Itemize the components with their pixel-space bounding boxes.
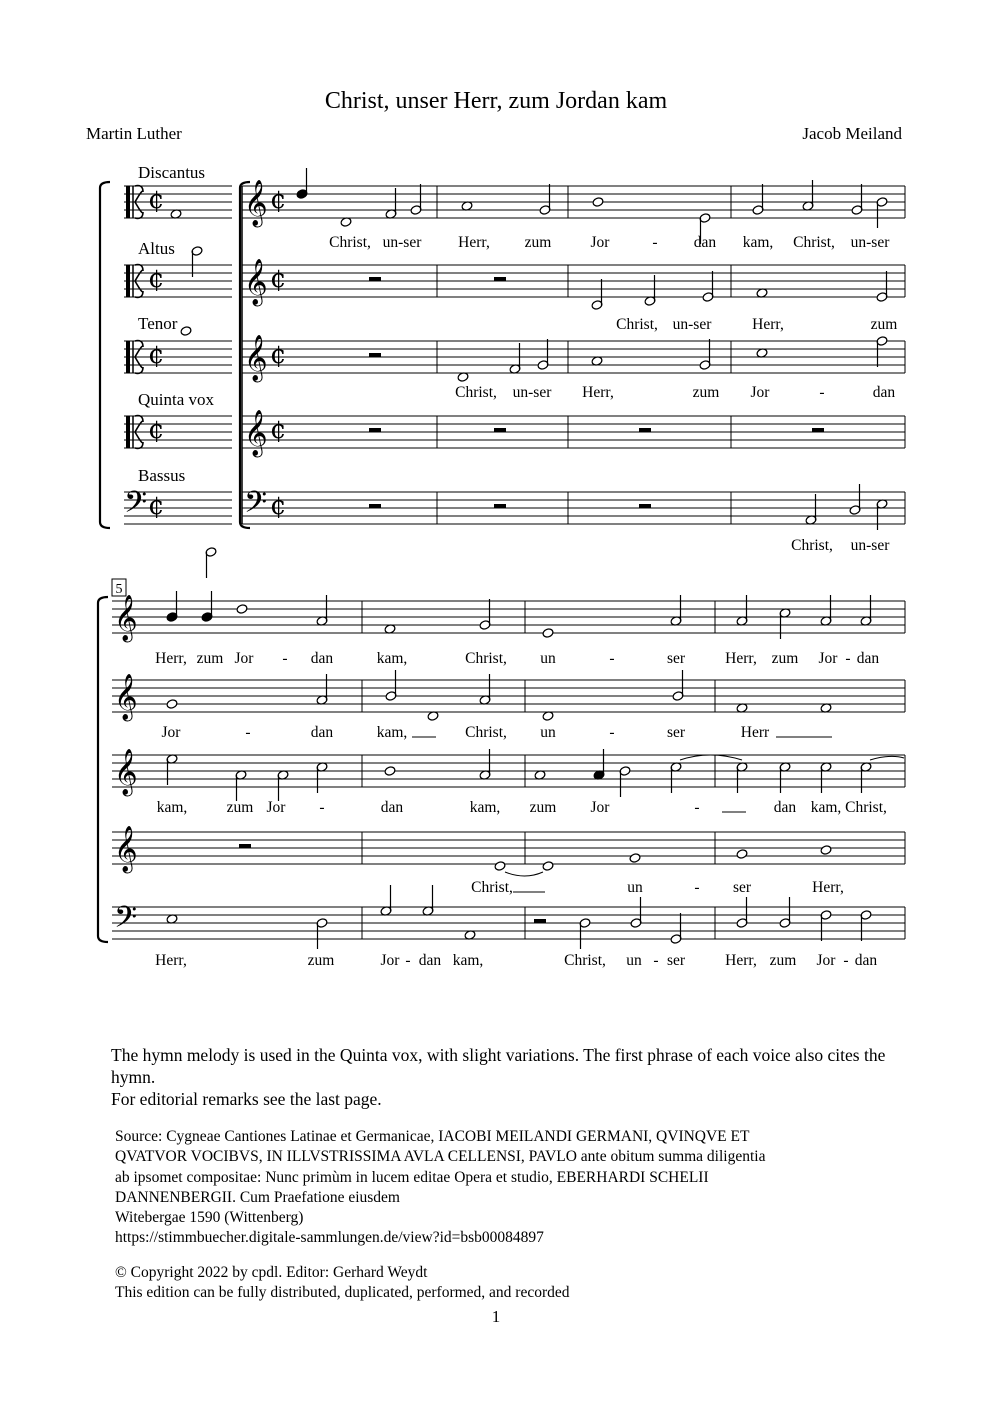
piece-title: Christ, unser Herr, zum Jordan kam	[324, 88, 668, 114]
lyric-syllable: zum	[692, 384, 720, 401]
treble-clef: 𝄞	[244, 410, 268, 456]
lyric-syllable: dan	[418, 952, 442, 969]
page-number: 1	[491, 1307, 501, 1326]
lyric-syllable: un	[540, 650, 556, 667]
measure-number: 5	[115, 582, 123, 597]
note-head	[542, 861, 554, 872]
note-head	[542, 628, 554, 639]
lyric-syllable: dan	[310, 650, 334, 667]
lyric-syllable: zum	[769, 952, 797, 969]
lyric-syllable: Jor	[234, 650, 254, 667]
rest	[369, 353, 381, 357]
lyric-syllable: kam,	[469, 799, 501, 816]
lyric-syllable: Jor	[380, 952, 400, 969]
lyric-syllable: ser	[732, 879, 752, 896]
note-head	[180, 326, 192, 337]
source-line: DANNENBERGII. Cum Praefatione eiusdem	[115, 1188, 400, 1206]
time-signature: ¢	[270, 340, 287, 370]
time-signature: ¢	[148, 185, 165, 215]
bass-clef: 𝄢	[114, 901, 138, 942]
note-head	[820, 845, 832, 856]
lyric-syllable: Jor	[816, 952, 836, 969]
note-head	[166, 699, 178, 710]
time-signature: ¢	[148, 340, 165, 370]
time-signature: ¢	[148, 491, 165, 521]
lyric-syllable: -	[609, 650, 615, 667]
lyric-syllable: -	[319, 799, 325, 816]
lyric-syllable: kam,	[810, 799, 842, 816]
voice-name: Quinta vox	[138, 390, 215, 409]
copyright-line: This edition can be fully distributed, duplicated, performed, and recorded	[115, 1284, 570, 1302]
lyric-syllable: Herr,	[725, 650, 757, 667]
lyric-syllable: -	[694, 799, 700, 816]
rest	[239, 844, 251, 848]
lyric-syllable: -	[652, 234, 658, 251]
lyric-syllable: zum	[771, 650, 799, 667]
lyric-syllable: Christ,	[564, 952, 606, 969]
lyric-syllable: Jor	[161, 724, 181, 741]
lyric-syllable: kam,	[742, 234, 774, 251]
lyric-syllable: Herr,	[812, 879, 844, 896]
lyric-syllable: un	[540, 724, 556, 741]
lyric-syllable: Christ,	[791, 537, 833, 554]
lyric-syllable: Jor	[590, 234, 610, 251]
composer-name: Jacob Meiland	[802, 124, 902, 143]
rest	[534, 919, 546, 923]
poet-name: Martin Luther	[86, 124, 182, 143]
voice-name: Bassus	[138, 466, 186, 485]
lyric-syllable: Jor	[750, 384, 770, 401]
lyric-syllable: -	[843, 952, 849, 969]
note-head	[736, 849, 748, 860]
lyric-syllable: un-ser	[672, 316, 712, 333]
lyric-syllable: dan	[693, 234, 717, 251]
note-head	[629, 853, 641, 864]
voice-name: Discantus	[138, 163, 206, 182]
lyric-syllable: Christ,	[793, 234, 835, 251]
lyric-syllable: Christ,	[845, 799, 887, 816]
voice-name: Tenor	[138, 314, 178, 333]
rest	[369, 428, 381, 432]
treble-clef: 𝄞	[244, 180, 268, 226]
bass-clef: 𝄢	[244, 486, 268, 527]
treble-clef: 𝄞	[114, 749, 138, 795]
lyric-syllable: Jor	[818, 650, 838, 667]
time-signature: ¢	[270, 415, 287, 445]
lyric-syllable: -	[282, 650, 288, 667]
system-bracket	[98, 597, 108, 942]
lyric-syllable: kam,	[156, 799, 188, 816]
lyric-syllable: -	[405, 952, 411, 969]
source-line: Source: Cygneae Cantiones Latinae et Germanicae, IACOBI MEILANDI GERMANI, QVINQVE ET	[115, 1128, 750, 1145]
note-head	[494, 861, 506, 872]
lyric-syllable: zum	[196, 650, 224, 667]
treble-clef: 𝄞	[114, 595, 138, 641]
lyric-syllable: un-ser	[850, 234, 890, 251]
lyric-syllable: Herr,	[155, 952, 187, 969]
time-signature: ¢	[270, 185, 287, 215]
time-signature: ¢	[148, 415, 165, 445]
lyric-syllable: Christ,	[329, 234, 371, 251]
treble-clef: 𝄞	[244, 335, 268, 381]
lyric-syllable: kam,	[376, 650, 408, 667]
source-line: ab ipsomet compositae: Nunc primùm in lucem editae Opera et studio, EBERHARDI SCHELII	[115, 1168, 709, 1186]
lyric-syllable: dan	[380, 799, 404, 816]
treble-clef: 𝄞	[114, 826, 138, 872]
lyric-syllable: dan	[872, 384, 896, 401]
lyric-syllable: Jor	[590, 799, 610, 816]
lyric-syllable: zum	[226, 799, 254, 816]
rest	[494, 428, 506, 432]
treble-clef: 𝄞	[244, 259, 268, 305]
lyric-syllable: Christ,	[471, 879, 513, 896]
note-line: The hymn melody is used in the Quinta vox, with slight variations. The first phrase of each voice also cites the hymn.	[111, 1045, 886, 1087]
time-signature: ¢	[270, 264, 287, 294]
lyric-syllable: Christ,	[455, 384, 497, 401]
lyric-syllable: Herr,	[752, 316, 784, 333]
lyric-syllable: -	[845, 650, 851, 667]
rest	[369, 277, 381, 281]
lyric-syllable: ser	[666, 724, 686, 741]
note-line: For editorial remarks see the last page.	[111, 1089, 382, 1109]
lyric-syllable: ser	[666, 650, 686, 667]
lyric-syllable: Herr,	[155, 650, 187, 667]
time-signature: ¢	[148, 264, 165, 294]
lyric-syllable: dan	[856, 650, 880, 667]
lyric-syllable: zum	[524, 234, 552, 251]
copyright-info	[115, 1263, 905, 1304]
c-clef	[126, 416, 130, 448]
c-clef	[126, 341, 130, 373]
lyric-syllable: un	[626, 952, 642, 969]
system-bracket	[100, 182, 110, 528]
lyric-syllable: dan	[854, 952, 878, 969]
lyric-syllable: Christ,	[465, 650, 507, 667]
editorial-notes	[111, 1044, 901, 1110]
rest	[812, 428, 824, 432]
source-line: QVATVOR VOCIBVS, IN ILLVSTRISSIMA AVLA CELLENSI, PAVLO ante obitum summa diligentia	[115, 1148, 766, 1166]
lyric-syllable: Jor	[266, 799, 286, 816]
rest	[639, 428, 651, 432]
rest	[639, 504, 651, 508]
lyric-syllable: ser	[666, 952, 686, 969]
lyric-syllable: kam,	[376, 724, 408, 741]
lyric-syllable: -	[245, 724, 251, 741]
note-head	[592, 197, 604, 208]
tie	[680, 755, 742, 760]
tie	[505, 872, 543, 876]
time-signature: ¢	[270, 491, 287, 521]
source-line: Witebergae 1590 (Wittenberg)	[115, 1209, 304, 1227]
bass-clef: 𝄢	[124, 486, 148, 527]
lyric-syllable: zum	[307, 952, 335, 969]
note-head	[384, 766, 396, 777]
lyric-syllable: Herr,	[725, 952, 757, 969]
rest	[494, 277, 506, 281]
lyric-syllable: kam,	[452, 952, 484, 969]
lyric-syllable: un	[627, 879, 643, 896]
lyric-syllable: -	[819, 384, 825, 401]
lyric-syllable: Christ,	[465, 724, 507, 741]
rest	[494, 504, 506, 508]
lyric-syllable: zum	[529, 799, 557, 816]
lyric-syllable: dan	[310, 724, 334, 741]
copyright-line: © Copyright 2022 by cpdl. Editor: Gerhard Weydt	[115, 1264, 428, 1281]
voice-name: Altus	[138, 239, 175, 258]
lyric-syllable: zum	[870, 316, 898, 333]
note-head	[236, 604, 248, 615]
lyric-syllable: dan	[773, 799, 797, 816]
tie	[870, 756, 904, 760]
lyric-syllable: -	[694, 879, 700, 896]
lyric-syllable: Herr	[740, 724, 770, 741]
treble-clef: 𝄞	[114, 674, 138, 720]
lyric-syllable: -	[653, 952, 659, 969]
lyric-syllable: un-ser	[512, 384, 552, 401]
source-link[interactable]: https://stimmbuecher.digitale-sammlungen.de/view?id=bsb00084897	[115, 1229, 544, 1247]
lyric-syllable: Herr,	[458, 234, 490, 251]
lyric-syllable: un-ser	[382, 234, 422, 251]
c-clef	[126, 265, 130, 297]
source-info	[115, 1127, 905, 1249]
lyric-syllable: -	[609, 724, 615, 741]
lyric-syllable: un-ser	[850, 537, 890, 554]
lyric-syllable: Herr,	[582, 384, 614, 401]
lyric-syllable: Christ,	[616, 316, 658, 333]
c-clef	[126, 186, 130, 218]
rest	[369, 504, 381, 508]
